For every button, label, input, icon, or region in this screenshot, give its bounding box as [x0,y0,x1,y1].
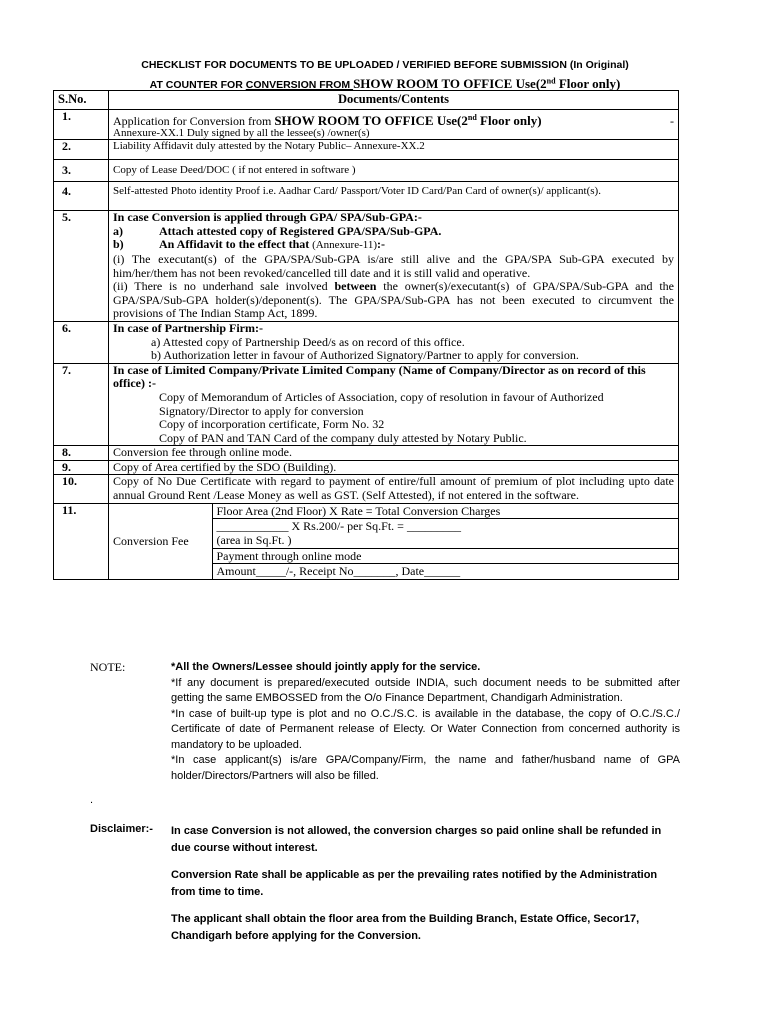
fee-payment-mode: Payment through online mode [212,548,678,563]
r1-text-b: SHOW ROOM TO OFFICE Use(2 [274,112,468,128]
row-content: Conversion fee through online mode. [109,446,679,461]
row-number: 3. [54,160,109,182]
r5-b-text: An Affidavit to the effect that [159,237,310,252]
row-number: 10. [54,475,109,503]
row-number: 9. [54,460,109,475]
row-number: 6. [54,321,109,363]
r6-item-b: b) Authorization letter in favour of Authorized Signatory/Partner to apply for conversion. [151,348,579,363]
title-line2-underlined: CONVERSION FROM [245,79,354,91]
table-header-row [54,91,679,110]
table-row [54,503,679,579]
r7-line3: Copy of PAN and TAN Card of the company duly attested by Notary Public. [159,430,527,445]
row-content [109,363,679,446]
row-content [109,503,679,579]
fee-amount-receipt: Amount_____/-, Receipt No_______, Date______ [212,564,678,579]
notes-block [171,660,680,784]
r5-point-i: (i) The executant(s) of the GPA/SPA/Sub-GPA is/are still alive and the GPA/SPA Sub-GPA executed by him/her/them has not been revoked/cancelled till date and it is still valid and operative. [113,251,674,280]
row-number: 4. [54,182,109,211]
fee-formula: Floor Area (2nd Floor) X Rate = Total Conversion Charges [212,504,678,519]
r5-point-ii-a: (ii) There is no underhand sale involved [113,279,335,294]
table-row [54,475,679,503]
row-content [109,109,679,140]
r5-b-annex: (Annexure-11) [309,239,378,252]
r6-title: In case of Partnership Firm:- [113,320,263,335]
row-content [109,211,679,322]
checklist-title-line1: CHECKLIST FOR DOCUMENTS TO BE UPLOADED / VERIFIED BEFORE SUBMISSION (In Original) [141,59,629,71]
row-number: 2. [54,140,109,160]
r5-a-label: a) [113,223,123,238]
col-docs-header: Documents/Contents [109,91,679,110]
fee-rate-line: ____________ X Rs.200/- per Sq.Ft. = _________ [212,519,678,534]
title-line2-sup: nd [546,76,556,86]
row-content: Liability Affidavit duly attested by the Notary Public– Annexure-XX.2 [109,140,679,160]
note-item: *In case of built-up type is plot and no O.C./S.C. is available in the database, the copy of O.C./S.C./ Certificate of date of Permanent release of Electy. Or Water Connection from concerned authority is mandatory to be uploaded. [171,707,680,751]
col-sno-header: S.No. [54,91,109,110]
row-number: 11. [54,503,109,579]
r1-sup: nd [467,112,477,122]
r7-line2: Copy of incorporation certificate, Form No. 32 [159,417,385,432]
table-row [54,321,679,363]
table-row [54,363,679,446]
disclaimer-block [171,823,680,955]
table-row [54,109,679,140]
note-item: *If any document is prepared/executed outside INDIA, such document needs to be submitted after getting the same EMBOSSED from the O/o Finance Department, Chandigarh Administration. [171,676,680,704]
r5-b-end: :- [377,237,386,252]
disclaimer-item: The applicant shall obtain the floor area from the Building Branch, Estate Office, Secor17, Chandigarh before applying for the Conversion. [171,913,640,942]
r5-title: In case Conversion is applied through GPA/ SPA/Sub-GPA:- [113,210,422,225]
title-line2-suffix: Floor only) [555,76,621,91]
note-item: *In case applicant(s) is/are GPA/Company/Firm, the name and father/husband name of GPA holder/Directors/Partners will also be filled. [171,754,680,782]
r5-point-ii-b: between [334,279,377,294]
title-line2-prefix: AT COUNTER FOR [149,79,246,91]
r1-annexure: Annexure-XX.1 Duly signed by all the lessee(s) /owner(s) [113,127,370,140]
stray-dot: . [90,794,94,806]
row-content: Copy of No Due Certificate with regard to payment of entire/full amount of premium of plot including upto date annual Ground Rent /Lease Money as well as GST. (Self Attested), if not entered in the software. [109,475,679,503]
note-item: *All the Owners/Lessee should jointly apply for the service. [171,661,481,673]
r5-b-label: b) [113,237,124,252]
table-row [54,460,679,475]
r7-title: In case of Limited Company/Private Limited Company (Name of Company/Director as on record of this office) :- [113,362,646,391]
row-number: 1. [54,109,109,140]
r1-text-a: Application for Conversion from [113,113,275,128]
table-row [54,140,679,160]
conversion-fee-label: Conversion Fee [109,504,212,579]
conversion-fee-table [109,504,678,579]
table-row [54,182,679,211]
disclaimer-label: Disclaimer:- [90,823,153,835]
disclaimer-item: Conversion Rate shall be applicable as per the prevailing rates notified by the Administration from time to time. [171,869,658,898]
title-line2-main: SHOW ROOM TO OFFICE Use(2 [353,76,547,91]
r7-line1: Copy of Memorandum of Articles of Association, copy of resolution in favour of Authorized Signatory/Director to apply for conversion [159,389,604,418]
table-row [54,160,679,182]
row-content [109,321,679,363]
note-label: NOTE: [90,660,126,674]
row-content: Copy of Lease Deed/DOC ( if not entered in software ) [109,160,679,182]
table-row [54,446,679,461]
row-content: Copy of Area certified by the SDO (Building). [109,460,679,475]
r5-point-ii-c: the owner(s)/executant(s) of GPA/SPA/Sub-GPA and the GPA/SPA/Sub-GPA holder(s)/deponent(s). The GPA/SPA/Sub-GPA has not been executed to circumvent the provisions of The Indian Stamp Act, 1899. [113,279,674,321]
row-number: 5. [54,211,109,322]
table-row [54,211,679,322]
row-number: 8. [54,446,109,461]
disclaimer-item: In case Conversion is not allowed, the conversion charges so paid online shall be refunded in due course without interest. [171,825,662,854]
r6-item-a: a) Attested copy of Partnership Deed/s as on record of this office. [151,334,465,349]
row-content: Self-attested Photo identity Proof i.e. Aadhar Card/ Passport/Voter ID Card/Pan Card of owner(s)/ applicant(s). [109,182,679,211]
r1-text-c: Floor only) [476,112,542,128]
row-number: 7. [54,363,109,446]
r5-a-text: Attach attested copy of Registered GPA/SPA/Sub-GPA. [159,223,442,238]
r1-dash: - [670,113,674,128]
documents-table [53,90,679,580]
fee-area-note: (area in Sq.Ft. ) [212,533,678,548]
